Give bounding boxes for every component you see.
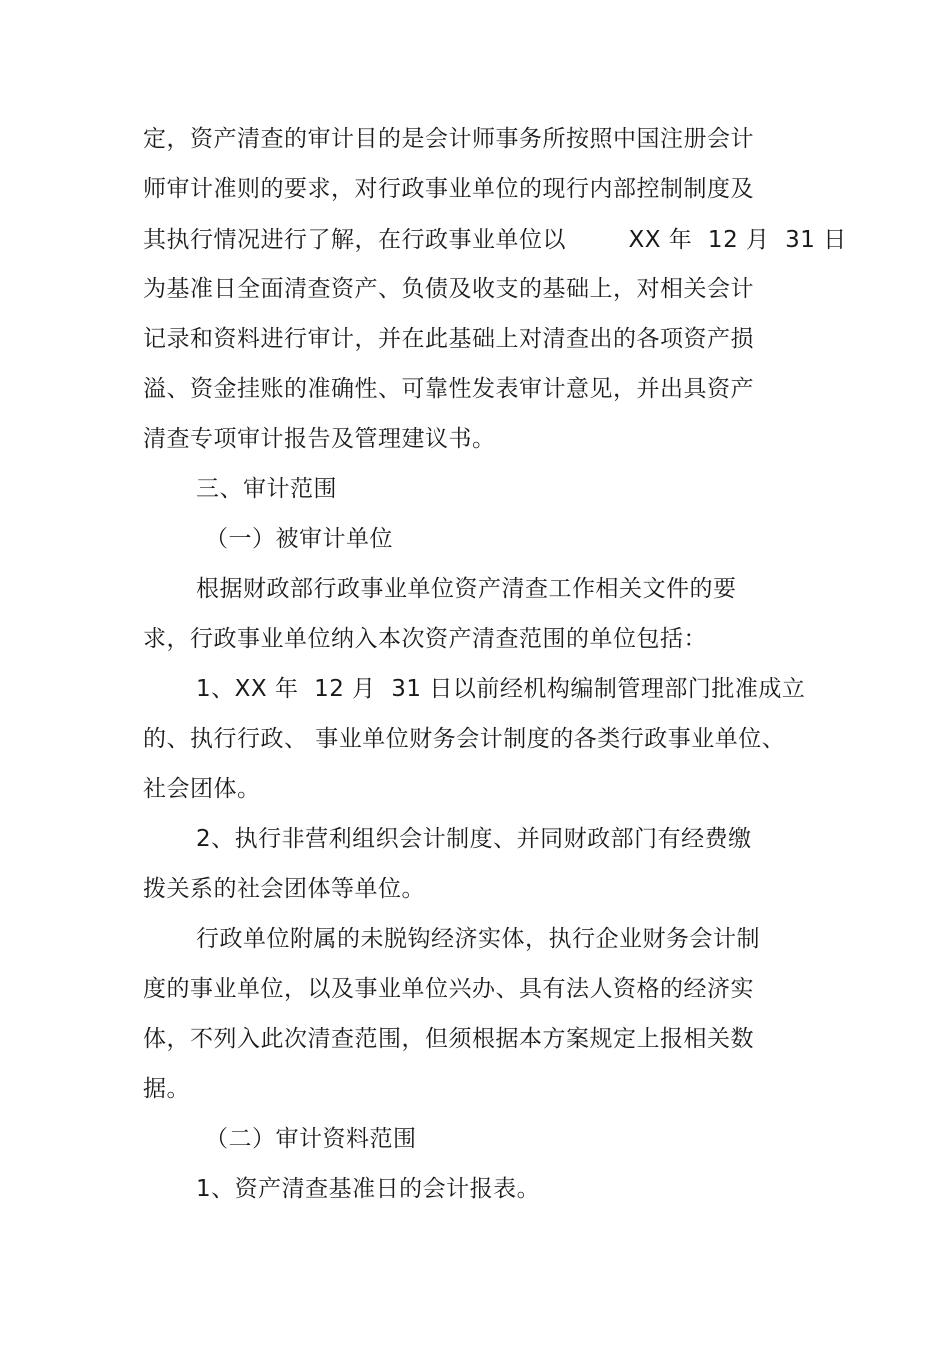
paragraph-line: 溢、资金挂账的准确性、可靠性发表审计意见，并出具资产 — [143, 376, 754, 402]
paragraph-line: 据。 — [143, 1076, 190, 1102]
paragraph-line: 度的事业单位，以及事业单位兴办、具有法人资格的经济实 — [143, 976, 754, 1002]
list-item-line: 1、XX 年 12 月 31 日以前经机构编制管理部门批准成立 — [196, 676, 806, 702]
list-item-line: 1、资产清查基准日的会计报表。 — [196, 1176, 541, 1202]
list-item-line: 社会团体。 — [143, 776, 261, 802]
paragraph-line: 清查专项审计报告及管理建议书。 — [143, 426, 496, 452]
list-item-line: 2、执行非营利组织会计制度、并同财政部门有经费缴 — [196, 826, 752, 852]
paragraph-line: 为基准日全面清查资产、负债及收支的基础上，对相关会计 — [143, 276, 754, 302]
paragraph-line: 师审计准则的要求，对行政事业单位的现行内部控制制度及 — [143, 176, 754, 202]
paragraph-line: 其执行情况进行了解，在行政事业单位以 XX 年 12 月 31 日 — [143, 227, 847, 253]
paragraph-line: 记录和资料进行审计，并在此基础上对清查出的各项资产损 — [143, 326, 754, 352]
paragraph-line: 体，不列入此次清查范围，但须根据本方案规定上报相关数 — [143, 1026, 754, 1052]
paragraph-line: 行政单位附属的未脱钩经济实体，执行企业财务会计制 — [196, 926, 760, 952]
paragraph-line: 求，行政事业单位纳入本次资产清查范围的单位包括： — [143, 626, 707, 652]
list-item-line: 拨关系的社会团体等单位。 — [143, 876, 425, 902]
subsection-heading: （二）审计资料范围 — [205, 1126, 417, 1152]
section-heading: 三、审计范围 — [196, 476, 337, 502]
subsection-heading: （一）被审计单位 — [205, 526, 393, 552]
paragraph-line: 定，资产清查的审计目的是会计师事务所按照中国注册会计 — [143, 126, 754, 152]
list-item-line: 的、执行行政、 事业单位财务会计制度的各类行政事业单位、 — [143, 726, 786, 752]
paragraph-line: 根据财政部行政事业单位资产清查工作相关文件的要 — [196, 576, 737, 602]
